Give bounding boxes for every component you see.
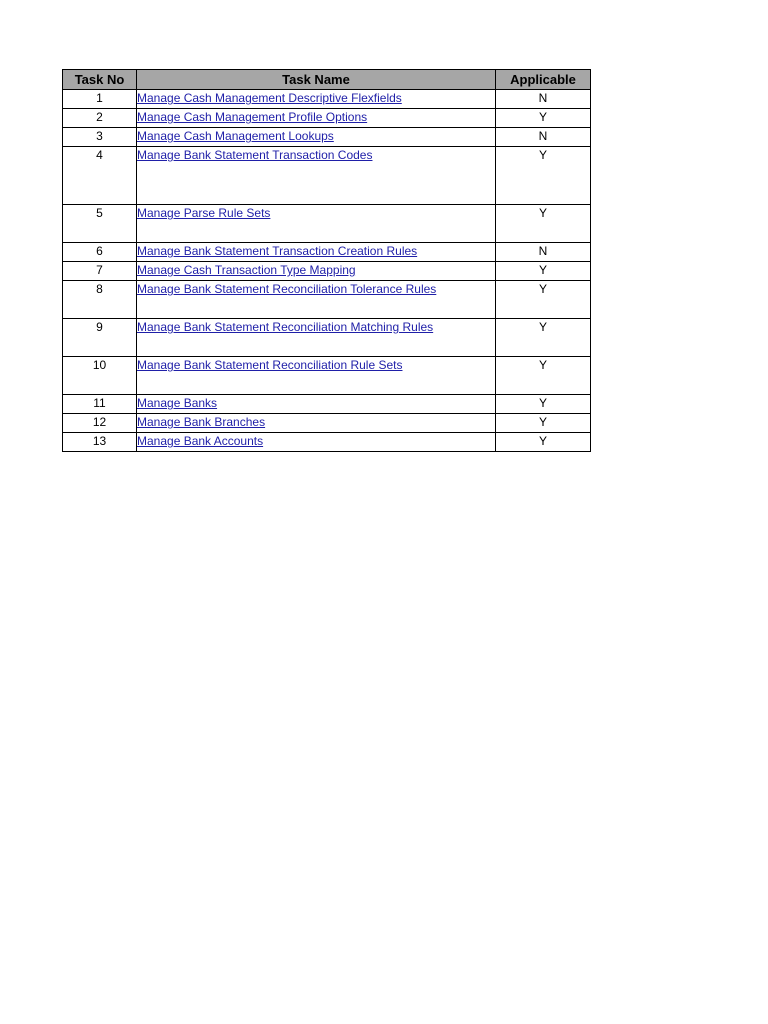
task-link[interactable]: Manage Cash Management Lookups	[137, 129, 334, 143]
task-number: 10	[63, 357, 137, 395]
task-number: 3	[63, 128, 137, 147]
task-link[interactable]: Manage Bank Statement Transaction Codes	[137, 148, 373, 162]
task-link[interactable]: Manage Bank Statement Reconciliation Tolerance Rules	[137, 282, 437, 296]
applicable-value: Y	[496, 262, 591, 281]
applicable-value: N	[496, 128, 591, 147]
task-number: 1	[63, 90, 137, 109]
task-table	[62, 69, 591, 452]
task-number: 7	[63, 262, 137, 281]
table-row	[63, 205, 591, 243]
table-row	[63, 147, 591, 205]
applicable-value: Y	[496, 205, 591, 243]
applicable-value: Y	[496, 109, 591, 128]
table-row	[63, 109, 591, 128]
task-number: 2	[63, 109, 137, 128]
header-task-no: Task No	[63, 70, 137, 90]
header-applicable: Applicable	[496, 70, 591, 90]
task-link[interactable]: Manage Bank Accounts	[137, 434, 264, 448]
task-number: 5	[63, 205, 137, 243]
applicable-value: N	[496, 90, 591, 109]
task-number: 8	[63, 281, 137, 319]
applicable-value: Y	[496, 147, 591, 205]
applicable-value: N	[496, 243, 591, 262]
task-link[interactable]: Manage Bank Statement Reconciliation Matching Rules	[137, 320, 434, 334]
applicable-value: Y	[496, 281, 591, 319]
task-link[interactable]: Manage Parse Rule Sets	[137, 206, 271, 220]
applicable-value: Y	[496, 319, 591, 357]
task-link[interactable]: Manage Bank Branches	[137, 415, 266, 429]
table-row	[63, 414, 591, 433]
table-header-row	[63, 70, 591, 90]
table-row	[63, 281, 591, 319]
task-number: 6	[63, 243, 137, 262]
header-task-name: Task Name	[137, 70, 496, 90]
task-number: 11	[63, 395, 137, 414]
applicable-value: Y	[496, 357, 591, 395]
table-row	[63, 262, 591, 281]
table-row	[63, 128, 591, 147]
applicable-value: Y	[496, 433, 591, 452]
table-row	[63, 243, 591, 262]
task-link[interactable]: Manage Bank Statement Reconciliation Rule Sets	[137, 358, 403, 372]
task-number: 4	[63, 147, 137, 205]
table-row	[63, 433, 591, 452]
table-row	[63, 395, 591, 414]
task-link[interactable]: Manage Cash Management Profile Options	[137, 110, 368, 124]
applicable-value: Y	[496, 395, 591, 414]
table-row	[63, 357, 591, 395]
task-link[interactable]: Manage Cash Management Descriptive Flexfields	[137, 91, 402, 105]
task-link[interactable]: Manage Banks	[137, 396, 218, 410]
task-number: 9	[63, 319, 137, 357]
task-number: 13	[63, 433, 137, 452]
task-link[interactable]: Manage Bank Statement Transaction Creation Rules	[137, 244, 418, 258]
table-row	[63, 319, 591, 357]
applicable-value: Y	[496, 414, 591, 433]
table-row	[63, 90, 591, 109]
task-link[interactable]: Manage Cash Transaction Type Mapping	[137, 263, 356, 277]
task-number: 12	[63, 414, 137, 433]
